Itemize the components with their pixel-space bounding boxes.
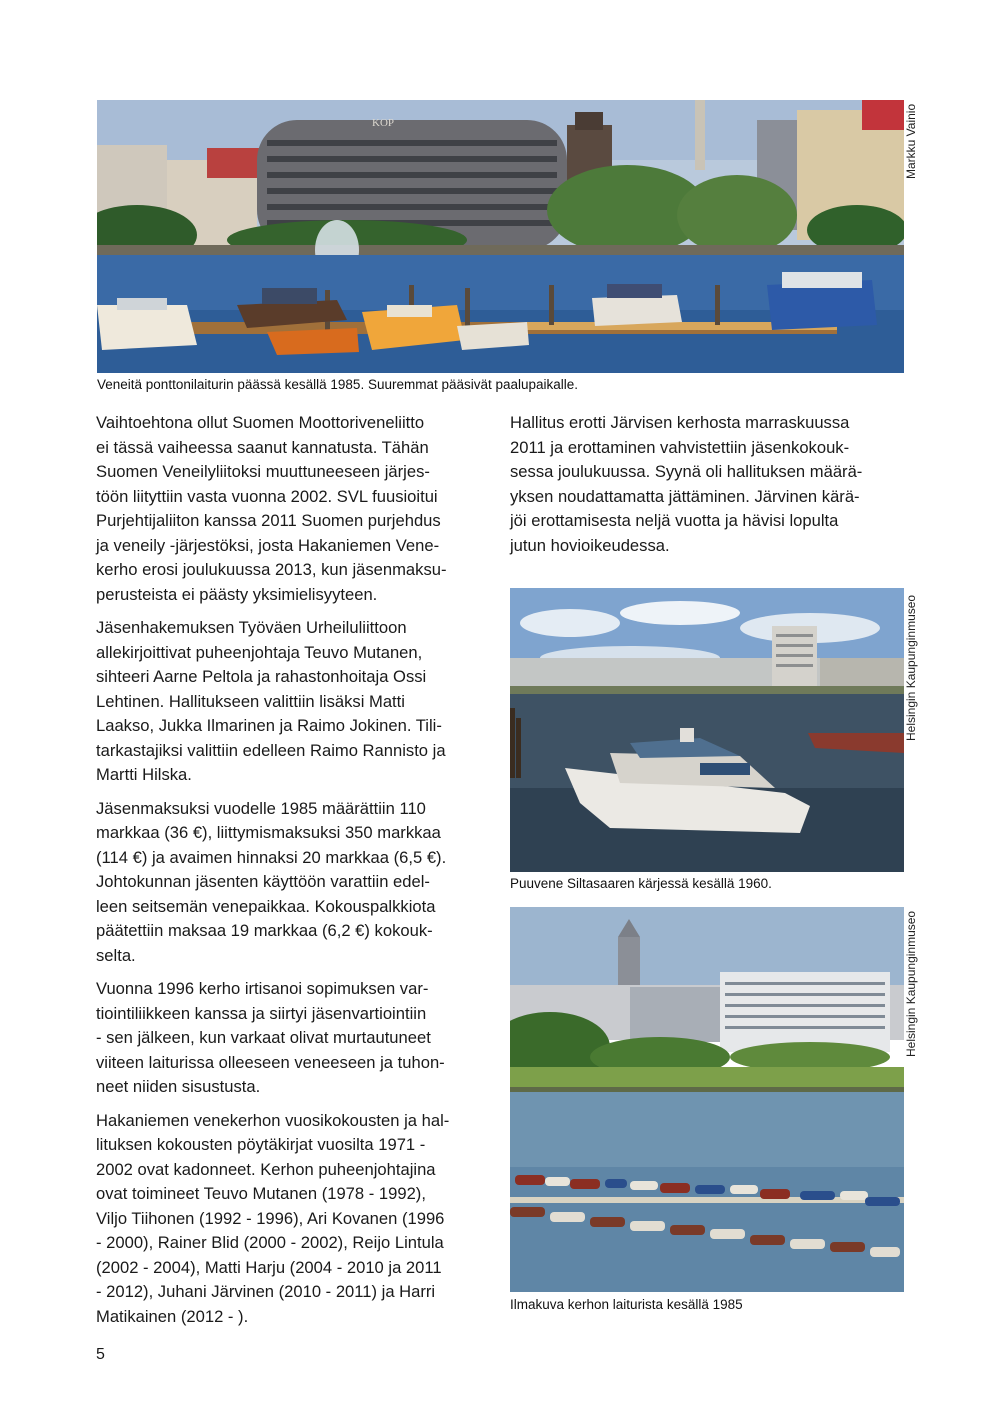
kop-sign-text: KOP	[372, 117, 395, 129]
paragraph-puheenjohtajat: Hakaniemen venekerhon vuosikokousten ja hal- lituksen kokousten pöytäkirjat vuosilta 1971 - 2002 ovat kadonneet. Kerhon puheenjohtajina ovat toimineet Teuvo Mutanen (1978 - 1992), Viljo Tiihonen (1992 - 1996), Ari Kovanen (1996 - 2000), Rainer Blid (2000 - 2002), Reijo Lintula (2002 - 2004), Matti Harju (2004 - 2010 ja 2011 - 2012), Juhani Järvinen (2010 - 2011) ja Harri Matikainen (2012 - ).	[96, 1110, 450, 1326]
photo-harbor-boats-1985	[97, 100, 904, 373]
paragraph-moottoriveneliitto: Vaihtoehtona ollut Suomen Moottoriveneliitto ei tässä vaiheessa saanut kannatusta. Tähän Suomen Veneilyliitoksi muuttuneeseen järjes- töön liityttiin vasta vuonna 2002. SVL fuusioitui Purjehtijaliiton kanssa 2011 Suomen purjehdus ja veneily -järjestöksi, josta Hakaniemen Vene- kerho erosi joulukuussa 2013, kun jäsenmaksu- perusteista ei päästy yksimielisyyteen.	[96, 413, 447, 604]
photo-caption-top: Veneitä ponttonilaiturin päässä kesällä 1985. Suuremmat pääsivät paalupaikalle.	[97, 377, 579, 392]
photo-caption-bottom: Ilmakuva kerhon laiturista kesällä 1985	[510, 1297, 743, 1312]
photo-caption-middle: Puuvene Siltasaaren kärjessä kesällä 1960.	[510, 876, 772, 891]
paragraph-jasenmaksu: Jäsenmaksuksi vuodelle 1985 määrättiin 110 markkaa (36 €), liittymismaksuksi 350 markkaa (114 €) ja avaimen hinnaksi 20 markkaa (6,5 €). Johtokunnan jäsenten käyttöön varattiin edel- leen seitsemän venepaikkaa. Kokouspalkkiota päätettiin maksaa 19 markkaa (6,2 €) kokouk- selta.	[96, 798, 447, 965]
paragraph-vartiointi: Vuonna 1996 kerho irtisanoi sopimuksen var- tiointiliikkeen kanssa ja siirtyi jäsenvartiointiin - sen jälkeen, kun varkaat olivat murtautuneet viiteen laiturissa olleeseen veneeseen ja tuhon- neet niiden sisustusta.	[96, 979, 445, 1096]
photo-credit-top: Markku Vainio	[904, 103, 918, 179]
paragraph-erottaminen: Hallitus erotti Järvisen kerhosta marraskuussa 2011 ja erottaminen vahvistettiin jäsenkokouk- sessa joulukuussa. Syynä oli hallituksen määrä- yksen noudattamatta jättäminen. Järvinen kärä- jöi erottamisesta neljä vuotta ja hävisi lopulta jutun hovioikeudessa.	[510, 413, 863, 555]
right-column-text	[510, 411, 910, 567]
photo-credit-bottom: Helsingin Kaupunginmuseo	[904, 910, 918, 1057]
paragraph-jasenhakemus: Jäsenhakemuksen Työväen Urheiluliittoon allekirjoittivat puheenjohtaja Teuvo Mutanen, sihteeri Aarne Peltola ja rahastonhoitaja Ossi Lehtinen. Hallitukseen valittiin lisäksi Matti Laakso, Jukka Ilmarinen ja Raimo Jokinen. Tili- tarkastajiksi valittiin edelleen Raimo Rannisto ja Martti Hilska.	[96, 618, 446, 784]
photo-aerial-pier-1985	[510, 907, 904, 1292]
photo-credit-middle: Helsingin Kaupunginmuseo	[904, 594, 918, 741]
left-column-text	[96, 411, 496, 1338]
page-number: 5	[96, 1346, 105, 1363]
photo-wooden-boat-1960	[510, 588, 904, 872]
